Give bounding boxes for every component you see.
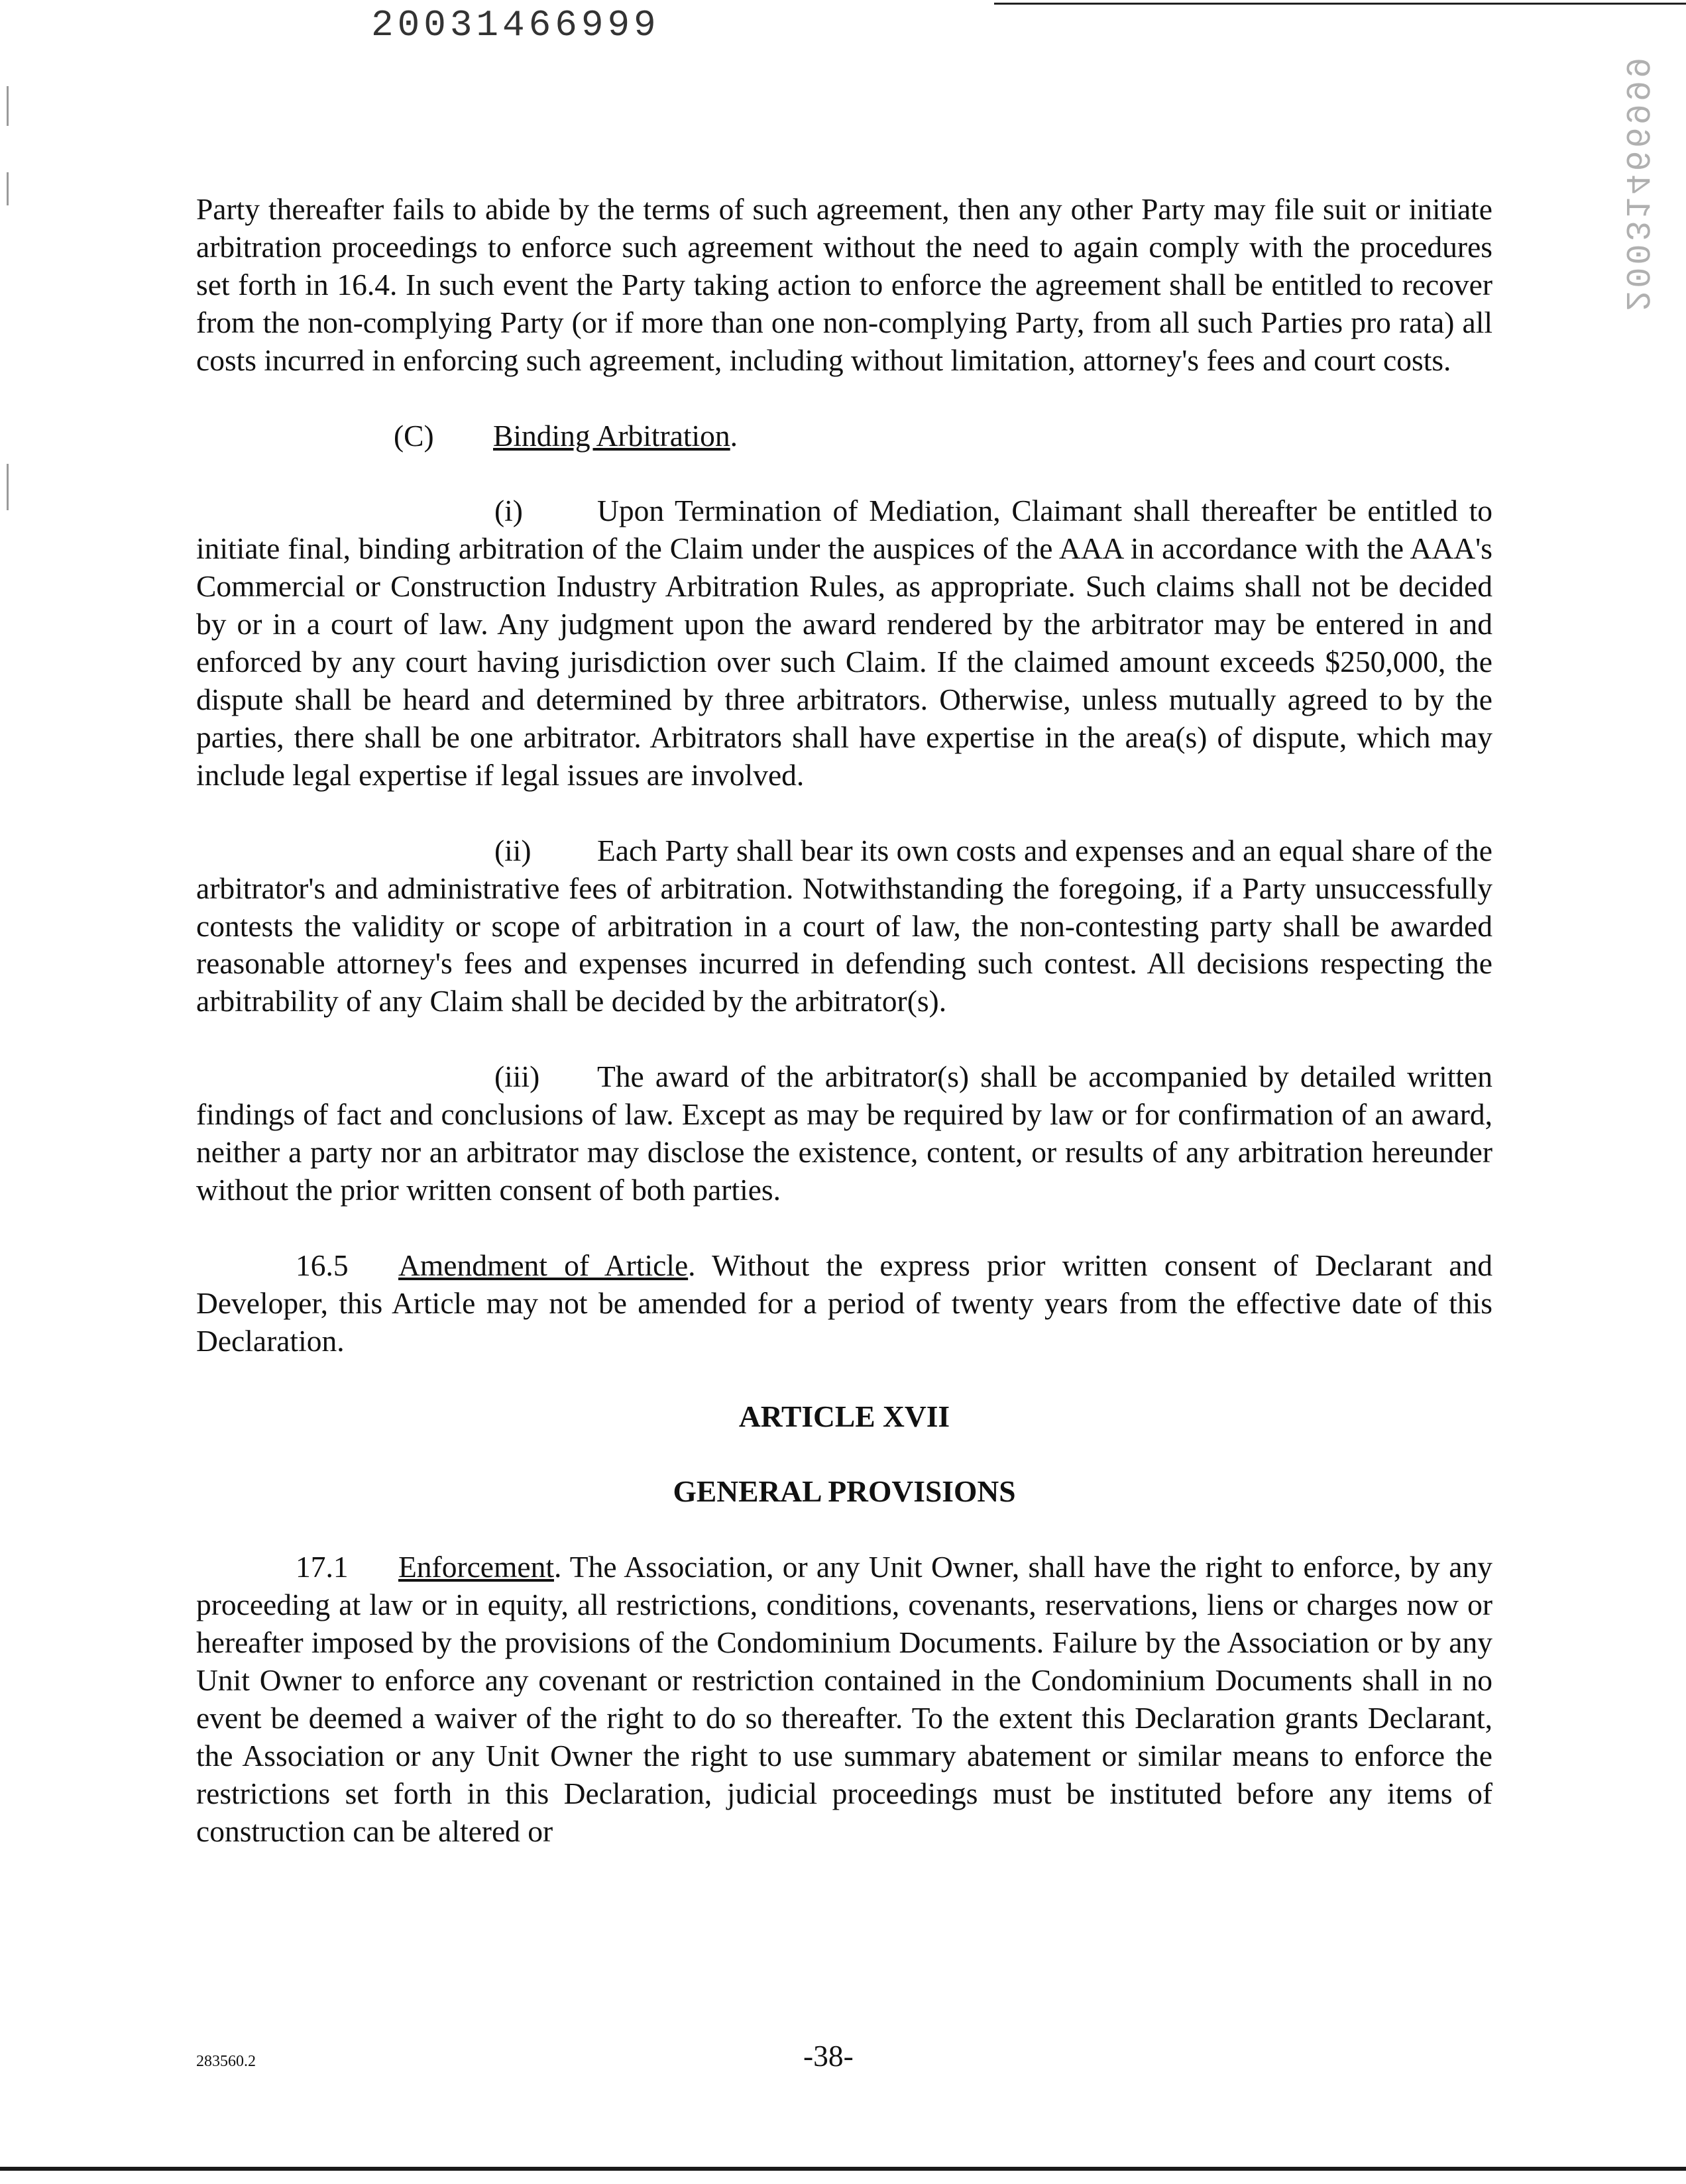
bottom-rule (0, 2167, 1686, 2171)
section-c-title-end: . (730, 418, 738, 453)
subsection-iii (196, 1058, 1492, 1209)
article-heading: ARTICLE XVII (738, 1399, 950, 1433)
paragraph-continuation: Party thereafter fails to abide by the terms of such agreement, then any other Party may file suit or initiate arbitration proceedings to enforce such agreement without the need to again comply with the procedures set forth in 16.4. In such event the Party taking action to enforce the agreement shall be entitled to recover from the non-complying Party (or if more than one non-complying Party, from all such Parties pro rata) all costs incurred in enforcing such agreement, including without limitation, attorney's fees and court costs. (196, 192, 1492, 377)
document-number: 20031466999 (371, 4, 660, 46)
section-16-5-text: . Without the express prior written consent of Declarant and Developer, this Article may not be amended for a period of twenty years from the effective date of this Declaration. (196, 1248, 1492, 1358)
section-16-5-title: Amendment of Article (398, 1248, 689, 1282)
footer-document-id: 283560.2 (196, 2053, 256, 2070)
section-17-1-title: Enforcement (398, 1550, 554, 1584)
section-17-1-text: . The Association, or any Unit Owner, shall have the right to enforce, by any proceeding at law or in equity, all restrictions, conditions, covenants, reservations, liens or charges now or hereafter imposed by the provisions of the Condominium Documents. Failure by the Association or by any Unit Owner to enforce any covenant or restriction contained in the Condominium Documents shall in no event be deemed a waiver of the right to do so thereafter. To the extent this Declaration grants Declarant, the Association or any Unit Owner the right to use summary abatement or similar means to enforce the restrictions set forth in this Declaration, judicial proceedings must be instituted before any items of construction can be altered or (196, 1550, 1492, 1848)
subsection-i-number: (i) (494, 494, 523, 528)
section-c-title: Binding Arbitration (493, 418, 730, 453)
scan-mark (7, 464, 9, 510)
section-c-number: (C) (394, 418, 434, 453)
document-body (196, 191, 1492, 1851)
article-title: GENERAL PROVISIONS (673, 1474, 1016, 1509)
section-c-heading (196, 417, 1492, 455)
side-stamp: 20031466999 (1616, 54, 1656, 311)
section-17-1 (196, 1549, 1492, 1850)
scan-mark (7, 86, 9, 126)
scan-mark (7, 172, 9, 205)
top-rule (994, 3, 1686, 5)
page-number: -38- (803, 2039, 854, 2073)
subsection-i (196, 492, 1492, 794)
section-17-1-number: 17.1 (296, 1550, 349, 1584)
subsection-iii-number: (iii) (494, 1060, 540, 1094)
subsection-i-text: Upon Termination of Mediation, Claimant shall thereafter be entitled to initiate final, binding arbitration of the Claim under the auspices of the AAA in accordance with the AAA's Commercial or Construction Industry Arbitration Rules, as appropriate. Such claims shall not be decided by or in a court of law. Any judgment upon the award rendered by the arbitrator may be entered in and enforced by any court having jurisdiction over such Claim. If the claimed amount exceeds $250,000, the dispute shall be heard and determined by three arbitrators. Otherwise, unless mutually agreed to by the parties, there shall be one arbitrator. Arbitrators shall have expertise in the area(s) of dispute, which may include legal expertise if legal issues are involved. (196, 494, 1492, 792)
section-16-5 (196, 1247, 1492, 1360)
subsection-iii-text: The award of the arbitrator(s) shall be accompanied by detailed written findings of fact and conclusions of law. Except as may be required by law or for confirmation of an award, neither a party nor an arbitrator may disclose the existence, content, or results of any arbitration hereunder without the prior written consent of both parties. (196, 1060, 1492, 1207)
subsection-ii-number: (ii) (494, 833, 532, 867)
subsection-ii-text: Each Party shall bear its own costs and expenses and an equal share of the arbitrator's and administrative fees of arbitration. Notwithstanding the foregoing, if a Party unsuccessfully contests the validity or scope of arbitration in a court of law, the non-contesting party shall be awarded reasonable attorney's fees and expenses incurred in defending such contest. All decisions respecting the arbitrability of any Claim shall be decided by the arbitrator(s). (196, 833, 1492, 1018)
section-16-5-number: 16.5 (296, 1248, 349, 1282)
subsection-ii (196, 832, 1492, 1021)
